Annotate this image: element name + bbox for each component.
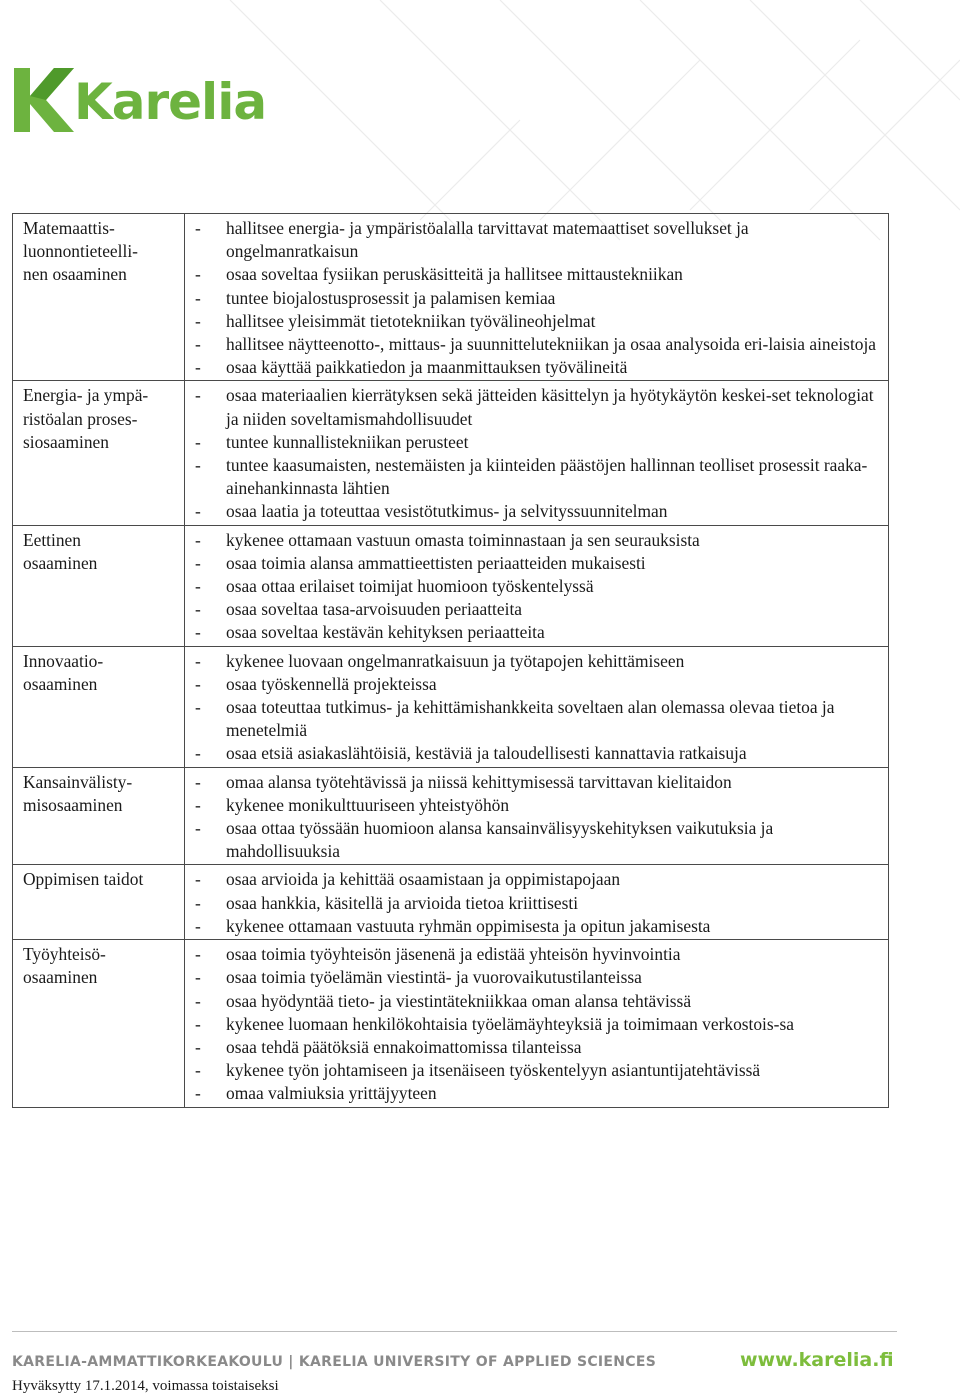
dash-bullet-icon: - <box>195 218 201 238</box>
competence-list <box>195 771 882 864</box>
competence-item-text: kykenee ottamaan vastuuta ryhmän oppimisesta ja opitun jakamisesta <box>226 915 711 936</box>
competence-item-text: tuntee kunnallistekniikan perusteet <box>226 431 469 452</box>
competence-items-cell <box>185 767 889 865</box>
competence-item-text: osaa toimia alansa ammattieettisten periaatteiden mukaisesti <box>226 552 646 573</box>
dash-bullet-icon: - <box>195 576 201 597</box>
competence-area-label: Matemaattis- luonnontieteelli- nen osaaminen <box>13 214 185 381</box>
karelia-logo <box>12 64 266 136</box>
competence-items-cell <box>185 865 889 940</box>
dash-bullet-icon: - <box>195 552 201 573</box>
dash-bullet-icon: - <box>195 1036 201 1057</box>
dash-bullet-icon: - <box>195 501 201 522</box>
competence-item-text: osaa soveltaa kestävän kehityksen periaatteita <box>226 622 545 643</box>
competence-item-text: omaa alansa työtehtävissä ja niissä kehittymisessä tarvittavan kielitaidon <box>226 771 732 792</box>
competence-item-text: osaa laatia ja toteuttaa vesistötutkimus- ja selvityssuunnitelman <box>226 501 668 522</box>
dash-bullet-icon: - <box>195 287 201 308</box>
competence-item-text: osaa arvioida ja kehittää osaamistaan ja oppimistapojaan <box>226 869 621 890</box>
dash-bullet-icon: - <box>195 869 201 890</box>
competence-item-text: hallitsee näytteenotto-, mittaus- ja suunnittelutekniikan ja osaa analysoida eri-laisia aineistoja <box>226 334 877 355</box>
competence-item <box>195 943 882 966</box>
competence-area-label: Eettinen osaaminen <box>13 525 185 646</box>
competence-item <box>195 771 882 794</box>
footer-website-link[interactable]: www.karelia.fi <box>740 1349 894 1371</box>
competence-items-cell <box>185 940 889 1107</box>
competence-item <box>195 263 882 286</box>
competence-item-text: osaa toimia työelämän viestintä- ja vuorovaikutustilanteissa <box>226 967 642 988</box>
competence-item <box>195 990 882 1013</box>
competence-area-label: Työyhteisö- osaaminen <box>13 940 185 1107</box>
competence-items-cell <box>185 525 889 646</box>
competence-item <box>195 575 882 598</box>
competence-item <box>195 915 882 938</box>
competence-item-text: tuntee kaasumaisten, nestemäisten ja kiinteiden päästöjen hallinnan teolliset prosessit raaka-ainehankinnasta lähtien <box>226 455 868 499</box>
competence-item-text: hallitsee energia- ja ympäristöalalla tarvittavat matemaattiset sovellukset ja ongelmanratkaisun <box>226 218 749 262</box>
dash-bullet-icon: - <box>195 431 201 452</box>
competence-row <box>13 865 889 940</box>
competence-item <box>195 287 882 310</box>
competence-item <box>195 384 882 430</box>
competence-item-text: tuntee biojalostusprosessit ja palamisen kemiaa <box>226 287 556 308</box>
footer-divider <box>12 1331 897 1332</box>
competence-item-text: osaa ottaa työssään huomioon alansa kansainvälisyyskehityksen vaikutuksia ja mahdollisuuksia <box>226 818 774 862</box>
competence-item <box>195 310 882 333</box>
dash-bullet-icon: - <box>195 794 201 815</box>
competence-list <box>195 384 882 523</box>
dash-bullet-icon: - <box>195 697 201 718</box>
dash-bullet-icon: - <box>195 1013 201 1034</box>
dash-bullet-icon: - <box>195 357 201 378</box>
competence-item-text: osaa soveltaa fysiikan peruskäsitteitä ja hallitsee mittaustekniikan <box>226 264 683 285</box>
competence-row <box>13 381 889 525</box>
competence-items-cell <box>185 381 889 525</box>
competence-item <box>195 333 882 356</box>
dash-bullet-icon: - <box>195 990 201 1011</box>
competence-item <box>195 742 882 765</box>
competence-item <box>195 1082 882 1105</box>
competence-item <box>195 552 882 575</box>
competence-item-text: osaa toteuttaa tutkimus- ja kehittämishankkeita soveltaen alan olemassa olevaa tietoa ja menetelmiä <box>226 697 835 741</box>
competence-list <box>195 650 882 766</box>
competence-item-text: osaa toimia työyhteisön jäsenenä ja edistää yhteisön hyvinvointia <box>226 944 681 965</box>
karelia-logo-wordmark: Karelia <box>74 73 267 131</box>
dash-bullet-icon: - <box>195 1060 201 1081</box>
competence-item-text: hallitsee yleisimmät tietotekniikan työvälineohjelmat <box>226 310 596 331</box>
competence-item <box>195 794 882 817</box>
competence-item <box>195 868 882 891</box>
approval-note: Hyväksytty 17.1.2014, voimassa toistaiseksi <box>12 1378 279 1394</box>
competence-item <box>195 650 882 673</box>
competence-item <box>195 892 882 915</box>
competence-row <box>13 646 889 767</box>
dash-bullet-icon: - <box>195 599 201 620</box>
competence-area-label: Oppimisen taidot <box>13 865 185 940</box>
competence-item-text: kykenee luomaan henkilökohtaisia työelämäyhteyksiä ja toimimaan verkostois-sa <box>226 1013 794 1034</box>
competence-item <box>195 217 882 263</box>
competence-row <box>13 525 889 646</box>
competence-item-text: osaa tehdä päätöksiä ennakoimattomissa tilanteissa <box>226 1036 582 1057</box>
competence-item-text: kykenee työn johtamiseen ja itsenäiseen työskentelyyn asiantuntijatehtävissä <box>226 1060 761 1081</box>
dash-bullet-icon: - <box>195 1083 201 1104</box>
competence-area-label: Energia- ja ympä- ristöalan proses- siosaaminen <box>13 381 185 525</box>
competence-list <box>195 868 882 938</box>
competence-item-text: kykenee monikulttuuriseen yhteistyöhön <box>226 794 510 815</box>
dash-bullet-icon: - <box>195 892 201 913</box>
footer-institution: KARELIA-AMMATTIKORKEAKOULU | KARELIA UNIVERSITY OF APPLIED SCIENCES <box>12 1354 657 1370</box>
competence-item-text: osaa ottaa erilaiset toimijat huomioon työskentelyssä <box>226 576 594 597</box>
dash-bullet-icon: - <box>195 334 201 355</box>
competence-area-label: Kansainvälisty- misosaaminen <box>13 767 185 865</box>
dash-bullet-icon: - <box>195 673 201 694</box>
dash-bullet-icon: - <box>195 385 201 406</box>
competence-item <box>195 431 882 454</box>
competence-item <box>195 356 882 379</box>
competence-item <box>195 1036 882 1059</box>
competence-item-text: osaa hyödyntää tieto- ja viestintätekniikkaa oman alansa tehtävissä <box>226 990 692 1011</box>
competence-item-text: osaa materiaalien kierrätyksen sekä jätteiden käsittelyn ja hyötykäytön keskei-set teknologiat ja niiden soveltamismahdollisuudet <box>226 385 874 429</box>
competence-item <box>195 1059 882 1082</box>
competence-item <box>195 621 882 644</box>
dash-bullet-icon: - <box>195 743 201 764</box>
dash-bullet-icon: - <box>195 650 201 671</box>
competence-item <box>195 966 882 989</box>
competence-item <box>195 598 882 621</box>
competence-area-label: Innovaatio- osaaminen <box>13 646 185 767</box>
competence-items-cell <box>185 646 889 767</box>
competence-item-text: omaa valmiuksia yrittäjyyteen <box>226 1083 437 1104</box>
karelia-logo-mark-icon <box>12 66 76 134</box>
competence-item-text: osaa hankkia, käsitellä ja arvioida tietoa kriittisesti <box>226 892 579 913</box>
dash-bullet-icon: - <box>195 771 201 792</box>
competence-row <box>13 767 889 865</box>
competence-row <box>13 940 889 1107</box>
dash-bullet-icon: - <box>195 310 201 331</box>
dash-bullet-icon: - <box>195 455 201 476</box>
dash-bullet-icon: - <box>195 967 201 988</box>
competence-item-text: osaa soveltaa tasa-arvoisuuden periaatteita <box>226 599 522 620</box>
competence-item <box>195 500 882 523</box>
competence-list <box>195 217 882 379</box>
competence-item-text: kykenee luovaan ongelmanratkaisuun ja työtapojen kehittämiseen <box>226 650 685 671</box>
competence-item <box>195 1013 882 1036</box>
competence-item-text: osaa etsiä asiakaslähtöisiä, kestäviä ja taloudellisesti kannattavia ratkaisuja <box>226 743 747 764</box>
competence-item <box>195 529 882 552</box>
competence-item <box>195 696 882 742</box>
competence-table <box>12 213 889 1108</box>
competence-items-cell <box>185 214 889 381</box>
dash-bullet-icon: - <box>195 622 201 643</box>
competence-list <box>195 943 882 1105</box>
dash-bullet-icon: - <box>195 818 201 839</box>
competence-item-text: kykenee ottamaan vastuun omasta toiminnastaan ja sen seurauksista <box>226 529 700 550</box>
dash-bullet-icon: - <box>195 944 201 965</box>
competence-row <box>13 214 889 381</box>
dash-bullet-icon: - <box>195 915 201 936</box>
competence-item-text: osaa työskennellä projekteissa <box>226 673 437 694</box>
competence-list <box>195 529 882 645</box>
dash-bullet-icon: - <box>195 264 201 285</box>
competence-item <box>195 454 882 500</box>
competence-item <box>195 673 882 696</box>
competence-item <box>195 817 882 863</box>
competence-item-text: osaa käyttää paikkatiedon ja maanmittauksen työvälineitä <box>226 357 628 378</box>
dash-bullet-icon: - <box>195 529 201 550</box>
